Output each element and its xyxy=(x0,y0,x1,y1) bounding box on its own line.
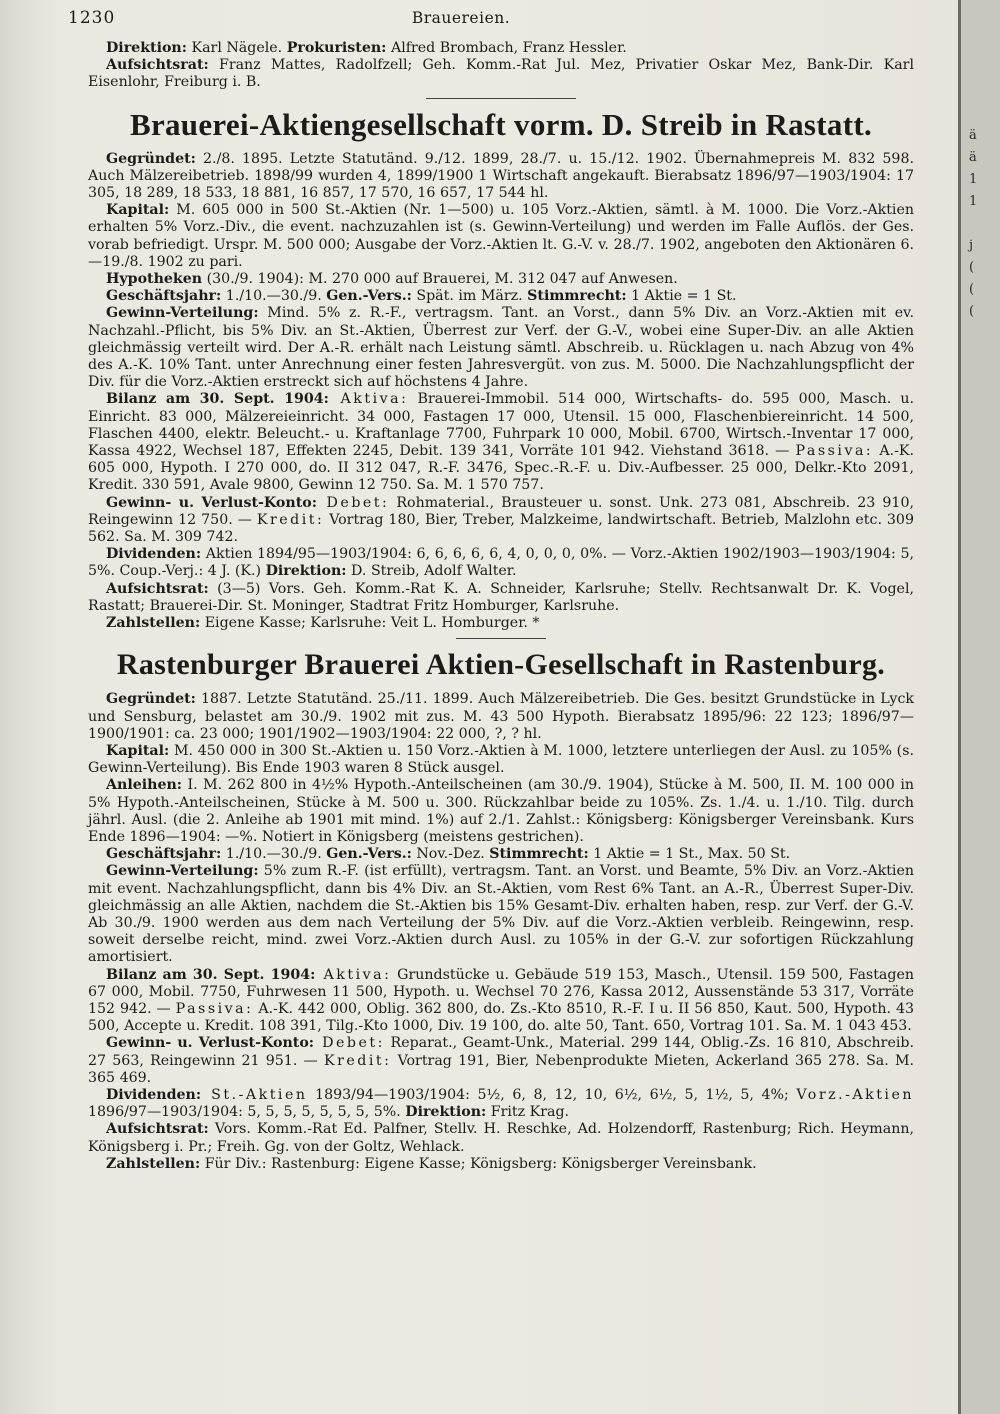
entry-line xyxy=(88,57,914,91)
entry-label: Bilanz am 30. Sept. 1904: xyxy=(106,391,329,408)
entry-label: Gewinn- u. Verlust-Konto: xyxy=(106,494,317,511)
entry-text: Reparat., Geamt-Unk., Material. 299 144, Oblig.-Zs. 16 810, Abschreib. 27 563, Reingewinn 21 951. — xyxy=(88,1035,914,1069)
entry-paragraph xyxy=(88,691,914,743)
entry-label: Direktion: xyxy=(106,40,187,56)
entry-text: 1./10.—30./9. xyxy=(221,288,327,305)
entry-paragraph xyxy=(88,288,914,305)
entry-spaced-label: Passiva: xyxy=(795,443,874,460)
entry-text: 1./10.—30./9. xyxy=(221,846,327,863)
entry-text: Brauerei-Immobil. 514 000, Wirtschafts- do. 595 000, Masch. u. Einricht. 83 000, Mälzereieinricht. 34 000, Fastagen 17 000, Utensil. 15 000, Flaschenbiereinricht. 14 500, Flaschen 4400, elektr. Beleucht.- u. Kraftanlage 7700, Fuhrpark 10 000, Mobil. 6700, Wirtsch.-Inventar 17 000, Kassa 4922, Wechsel 187, Effekten 2245, Debit. 139 341, Vorräte 101 942. Viehstand 3618. — xyxy=(88,391,914,460)
entry-spaced-label: Kredit: xyxy=(323,1052,392,1069)
entry-spaced-label: Debet: xyxy=(314,1035,385,1052)
entry-text: (3—5) Vors. Geh. Komm.-Rat K. A. Schneider, Karlsruhe; Stellv. Rechtsanwalt Dr. K. Vogel, Rastatt; Brauerei-Dir. St. Moninger, Stadtrat Fritz Homburger, Karlsruhe. xyxy=(88,580,914,614)
entry-label: Geschäftsjahr: xyxy=(106,288,222,305)
adjacent-page-text: ä ä 1 1 j ( ( ( xyxy=(969,128,978,319)
entry-text: Spät. im März. xyxy=(411,288,528,305)
company-title: Brauerei-Aktiengesellschaft vorm. D. Streib in Rastatt. xyxy=(129,106,873,142)
entry-text: Aktien 1894/95—1903/1904: 6, 6, 6, 6, 6, 4, 0, 0, 0, 0%. — Vorz.-Aktien 1902/1903—1903/1904: 5, 5%. Coup.-Verj.: 4 J. (K.) xyxy=(88,546,914,580)
entry-paragraph xyxy=(88,615,914,632)
entry-paragraph xyxy=(88,581,914,615)
entry-label: Gegründet: xyxy=(106,150,196,167)
entry-paragraph xyxy=(88,1087,914,1121)
entry-label: Dividenden: xyxy=(106,1086,202,1103)
entry-paragraph xyxy=(88,495,914,547)
entry-text: Vortrag 180, Bier, Treber, Malzkeime, landwirtschaft. Betrieb, Malzlohn etc. 309 562. Sa. M. 309 742. xyxy=(88,511,914,546)
entry-text: I. M. 262 800 in 4½% Hypoth.-Anteilscheinen (am 30./9. 1904), Stücke à M. 500, II. M. 100 000 in 5% Hypoth.-Anteilscheinen, Stücke à M. 500 u. 300. Rückzahlbar beide zu 105%. Zs. 1./4. u. 1./10. Tilg. durch jährl. Ausl. (die 2. Anleihe ab 1901 mit mind. 1%) auf 2./1. Zahlst.: Königsberg: Königsberger Vereinsbank. Kurs Ende 1896—1904: —%. Notiert in Königsberg (meistens gestrichen). xyxy=(88,777,914,845)
entry-label: Dividenden: xyxy=(106,546,202,563)
adjacent-page-edge xyxy=(958,0,1000,1414)
entry-paragraph xyxy=(88,546,914,580)
entry-label: Bilanz am 30. Sept. 1904: xyxy=(106,966,316,983)
entry-label: Aufsichtsrat: xyxy=(106,1121,209,1138)
page-header xyxy=(68,10,914,40)
entry-text: 1 Aktie = 1 St. xyxy=(626,288,737,305)
entry-paragraph xyxy=(88,777,914,846)
entry-label: Kapital: xyxy=(106,202,170,219)
page-content xyxy=(68,8,915,1173)
entry-text: Vortrag 191, Bier, Nebenprodukte Mieten, Ackerland 365 278. Sa. M. 365 469. xyxy=(88,1052,915,1086)
entry-text: Vors. Komm.-Rat Ed. Palfner, Stellv. H. Reschke, Ad. Holzendorff, Rastenburg; Rich. Heymann, Königsberg i. Pr.; Freih. Gg. von der Goltz, Wehlack. xyxy=(88,1121,914,1155)
entry-label: Anleihen: xyxy=(106,777,183,794)
entry-label: Stimmrecht: xyxy=(527,288,627,305)
entry-paragraph xyxy=(88,863,914,966)
entry-paragraph xyxy=(88,305,914,391)
entry-label: Direktion: xyxy=(265,563,347,580)
entry-label: Gen.-Vers.: xyxy=(326,846,412,863)
entry-line xyxy=(88,40,914,57)
entry-text: 2./8. 1895. Letzte Statutänd. 9./12. 1899, 28./7. u. 15./12. 1902. Übernahmepreis M. 832 598. Auch Mälzereibetrieb. 1898/99 wurden 4, 1899/1900 1 Wirtschaft angekauft. Bierabsatz 1896/97—1903/1904: 17 305, 18 289, 18 533, 18 881, 16 857, 17 570, 16 657, 17 544 hl. xyxy=(88,150,914,202)
entry-label: Zahlstellen: xyxy=(106,615,201,632)
page-number: 1230 xyxy=(68,8,116,28)
entry-label: Gen.-Vers.: xyxy=(326,288,412,305)
running-head: Brauereien. xyxy=(411,9,511,27)
entry-text: 1 Aktie = 1 St., Max. 50 St. xyxy=(588,846,791,863)
company-title: Rastenburger Brauerei Aktien-Gesellschaft in Rastenburg. xyxy=(116,648,886,682)
entry-text: Karl Nägele. xyxy=(186,40,287,56)
entry-paragraph xyxy=(88,391,914,494)
entry-label: Aufsichtsrat: xyxy=(106,580,209,597)
entry-label: Gewinn-Verteilung: xyxy=(106,863,259,880)
entry-text: (30./9. 1904): M. 270 000 auf Brauerei, M. 312 047 auf Anwesen. xyxy=(202,271,678,288)
entry-spaced-label: Aktiva: xyxy=(315,966,392,983)
section-divider xyxy=(456,638,546,639)
entry-paragraph xyxy=(88,151,914,203)
entry-paragraph xyxy=(88,1156,914,1173)
entry-label: Zahlstellen: xyxy=(106,1155,201,1172)
entry-spaced-label: Passiva: xyxy=(175,1000,254,1017)
entry-paragraph xyxy=(88,202,914,271)
entry-text: M. 450 000 in 300 St.-Aktien u. 150 Vorz.-Aktien à M. 1000, letztere unterliegen der Ausl. zu 105% (s. Gewinn-Verteilung). Bis Ende 1903 waren 8 Stück ausgel. xyxy=(88,742,914,777)
entry-text: Franz Mattes, Radolfzell; Geh. Komm.-Rat Jul. Mez, Privatier Oskar Mez, Bank-Dir. Karl Eisenlohr, Freiburg i. B. xyxy=(88,57,914,91)
entry-spaced-label: Vorz.-Aktien xyxy=(796,1086,915,1103)
entry-label: Stimmrecht: xyxy=(489,846,589,863)
entry-paragraph xyxy=(88,1035,914,1087)
entry-label: Gegründet: xyxy=(106,691,196,708)
entry-paragraph xyxy=(88,271,914,288)
entry-label: Geschäftsjahr: xyxy=(106,846,222,863)
entry-spaced-label: Aktiva: xyxy=(328,391,409,408)
entry-text: Mind. 5% z. R.-F., vertragsm. Tant. an Vorst., dann 5% Div. an Vorz.-Aktien mit ev. Nachzahl.-Pflicht, bis 5% Div. an St.-Aktien, Überrest zur Verf. der G.-V., wobei eine Super-Div. an alle Aktien gleichmässig verteilt wird. Der A.-R. erhält nach Leistung sämtl. Abschreib. u. Rücklagen u. nach Abzug von 4% des A.-K. 10% Tant. unter Anrechnung einer festen Jahresvergüt. von zus. M. 5000. Die Nachzahlungspflicht der Div. für die Vorz.-Aktien erstreckt sich auf höchstens 4 Jahre. xyxy=(88,305,914,391)
entry-text: 5% zum R.-F. (ist erfüllt), vertragsm. Tant. an Vorst. und Beamte, 5% Div. an Vorz.-Aktien mit event. Nachzahlungspflicht, dann bis 4% Div. an St.-Aktien, vom Rest 6% Tant. an A.-R., Überrest Super-Div. gleichmässig an alle Aktien, nachdem die St.-Aktien bis 15% Gesamt-Div. erhalten haben, resp. zur Verf. der G.-V. Ab 30./9. 1900 werden aus dem nach Verteilung der 5% Div. auf die Vorz.-Aktien verbleib. Reingewinn, resp. soweit derselbe reicht, mind. zwei Vorz.-Aktien durch Ausl. zu 105% in der G.-V. zur sofortigen Rückzahlung amortisiert. xyxy=(88,863,914,966)
entry-text: Eigene Kasse; Karlsruhe: Veit L. Homburger. * xyxy=(200,615,540,632)
entry-text: Rohmaterial., Brausteuer u. sonst. Unk. 273 081, Abschreib. 23 910, Reingewinn 12 750. — xyxy=(88,494,914,528)
entry-paragraph xyxy=(88,1121,914,1155)
entry-text: D. Streib, Adolf Walter. xyxy=(346,563,517,580)
entry-spaced-label: Kredit: xyxy=(256,511,325,528)
entry-text: Grundstücke u. Gebäude 519 153, Masch., Utensil. 159 500, Fastagen 67 000, Mobil. 7750, Fuhrwesen 11 500, Hypoth. u. Wechsel 70 276, Kassa 2012, Aussenstände 53 317, Vorräte 152 942. — xyxy=(88,966,914,1017)
entry-label: Direktion: xyxy=(405,1104,487,1121)
entry-spaced-label: Debet: xyxy=(316,494,390,511)
entry-label: Prokuristen: xyxy=(286,40,387,56)
entry-text: Fritz Krag. xyxy=(486,1104,570,1121)
entry-label: Gewinn- u. Verlust-Konto: xyxy=(106,1035,315,1052)
entry-label: Aufsichtsrat: xyxy=(106,57,209,74)
entry-text: Alfred Brombach, Franz Hessler. xyxy=(386,40,627,56)
entry-paragraph xyxy=(88,846,914,863)
entry-paragraph xyxy=(88,743,914,777)
entry-label: Hypotheken xyxy=(106,271,203,288)
entry-text: 1896/97—1903/1904: 5, 5, 5, 5, 5, 5, 5, 5%. xyxy=(88,1104,406,1121)
entry-text: A.-K. 605 000, Hypoth. I 270 000, do. II 312 047, R.-F. 3476, Spec.-R.-F. u. Div.-Aufbesser. 25 000, Delkr.-Kto 2091, Kredit. 330 591, Avale 9800, Gewinn 12 750. Sa. M. 1 570 757. xyxy=(88,443,914,494)
entry-paragraph xyxy=(88,967,914,1036)
entry-text: M. 605 000 in 500 St.-Aktien (Nr. 1—500) u. 105 Vorz.-Aktien, sämtl. à M. 1000. Die Vorz.-Aktien erhalten 5% Vorz.-Div., die event. nachzuzahlen ist (s. Gewinn-Verteilung) und werden im Falle Auflös. der Ges. vorab befriedigt. Urspr. M. 500 000; Ausgabe der Vorz.-Aktien lt. G.-V. v. 28./7. 1902, angeboten den Aktionären 6.—19./8. 1902 zu pari. xyxy=(88,202,914,270)
entry-text: Nov.-Dez. xyxy=(411,846,490,863)
entry-text: 1887. Letzte Statutänd. 25./11. 1899. Auch Mälzereibetrieb. Die Ges. besitzt Grundstücke in Lyck und Sensburg, belastet am 30./9. 1902 mit zus. M. 43 500 Hypoth. Bierabsatz 1895/96: 22 123; 1896/97—1900/1901: ca. 23 000; 1901/1902—1903/1904: 22 000, ?, ? hl. xyxy=(88,691,914,742)
entry-text: Für Div.: Rastenburg: Eigene Kasse; Königsberg: Königsberger Vereinsbank. xyxy=(200,1155,757,1172)
section-divider xyxy=(426,98,576,99)
entry-label: Gewinn-Verteilung: xyxy=(106,305,259,322)
entry-text: 1893/94—1903/1904: 5½, 6, 8, 12, 10, 6½, 6½, 5, 1½, 5, 4%; xyxy=(307,1086,797,1103)
entry-spaced-label: St.-Aktien xyxy=(201,1086,308,1103)
entry-text: A.-K. 442 000, Oblig. 362 800, do. Zs.-Kto 8510, R.-F. I u. II 56 850, Kaut. 500, Hypoth. 43 500, Accepte u. Kredit. 108 391, Tilg.-Kto 1000, Div. 19 100, do. alte 50, Tant. 650, Vortrag 101. Sa. M. 1 043 453. xyxy=(88,1000,915,1035)
entry-label: Kapital: xyxy=(106,742,170,759)
